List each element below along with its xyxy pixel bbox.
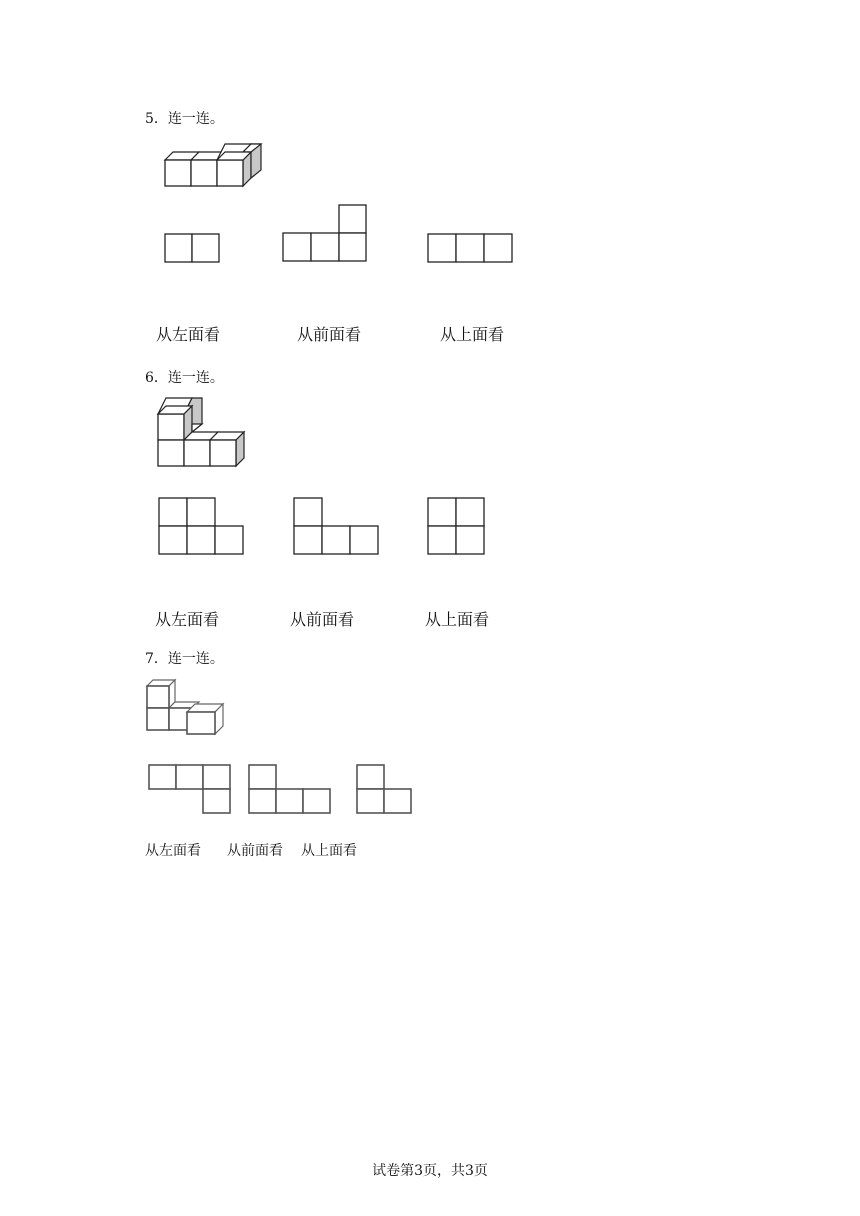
- question-6-view-front: [293, 497, 383, 559]
- question-6-view-left: [158, 497, 248, 559]
- question-6-cube-figure: [155, 394, 255, 472]
- question-7-view-left: [147, 763, 237, 817]
- question-7-label-top: 从上面看: [301, 843, 357, 859]
- page-footer: 试卷第3页，共3页: [372, 1163, 488, 1179]
- question-5-view-left: [164, 233, 224, 265]
- question-7-cube-figure: [145, 678, 235, 738]
- question-7-label-left: 从左面看: [145, 843, 201, 859]
- question-5-label-front: 从前面看: [297, 325, 362, 344]
- question-6-view-top: [427, 497, 489, 559]
- question-5-label-left: 从左面看: [156, 325, 221, 344]
- question-5-title: 5．连一连。: [145, 111, 224, 127]
- question-5-label-top: 从上面看: [440, 325, 505, 344]
- question-5-cube-figure: [160, 140, 270, 192]
- question-5-view-top: [427, 233, 517, 265]
- question-7-view-top: [355, 763, 419, 817]
- question-6-label-front: 从前面看: [290, 610, 355, 629]
- question-7-title: 7．连一连。: [145, 651, 224, 667]
- question-6-label-top: 从上面看: [425, 610, 490, 629]
- question-6-title: 6．连一连。: [145, 370, 224, 386]
- question-7-label-front: 从前面看: [227, 843, 283, 859]
- question-5-view-front: [282, 204, 372, 264]
- question-7-view-front: [247, 763, 337, 817]
- question-6-label-left: 从左面看: [155, 610, 220, 629]
